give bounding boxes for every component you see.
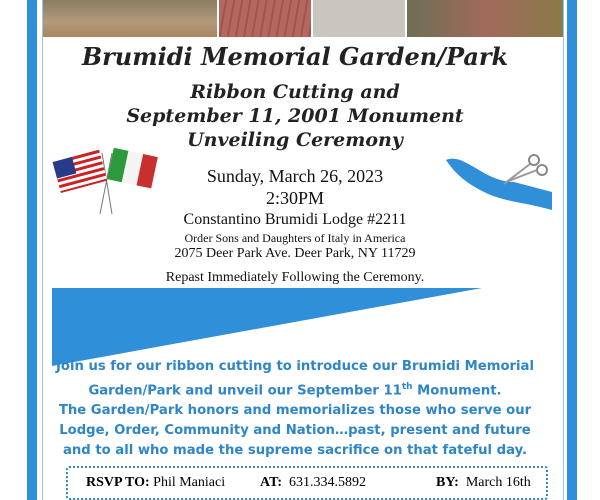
body-line: Lodge, Order, Community and Nation…past, present and future [59, 423, 531, 439]
rsvp-to [86, 475, 225, 491]
rsvp-to-value: Phil Maniaci [153, 475, 226, 490]
right-border-bar [567, 0, 577, 500]
body-line: The Garden/Park honors and memorializes those who serve our [58, 403, 532, 419]
photo-inscription-stone [313, 0, 405, 37]
invitation-text [40, 357, 550, 461]
rsvp-to-label: RSVP TO: [86, 475, 150, 490]
rsvp-by [436, 475, 531, 491]
body-text: Garden/Park and unveil our September 11 [88, 383, 402, 399]
photo-brick-path [219, 0, 311, 37]
rsvp-by-label: BY: [436, 475, 459, 490]
subtitle-line: Ribbon Cutting and [190, 81, 400, 103]
body-text: Monument. [412, 383, 502, 399]
photo-garden-path [407, 0, 563, 37]
body-line [40, 377, 550, 401]
subtitle-line: September 11, 2001 Monument [126, 105, 464, 127]
repast-note: Repast Immediately Following the Ceremony. [165, 270, 425, 285]
page-title: Brumidi Memorial Garden/Park [81, 42, 509, 71]
event-org: Order Sons and Daughters of Italy in America [184, 231, 406, 245]
event-address: 2075 Deer Park Ave. Deer Park, NY 11729 [174, 246, 416, 261]
photo-garden-benches [43, 0, 217, 37]
left-border-bar [27, 0, 37, 500]
event-date: Sunday, March 26, 2023 [206, 166, 384, 186]
rsvp-at [260, 475, 366, 491]
event-time: 2:30PM [265, 188, 325, 208]
subtitle [40, 80, 550, 152]
rsvp-box [66, 466, 548, 500]
right-inner-line [563, 0, 564, 500]
subtitle-line: Unveiling Ceremony [187, 129, 403, 151]
event-host: Constantino Brumidi Lodge #2211 [183, 211, 407, 228]
rsvp-phone: 631.334.5892 [289, 475, 367, 490]
blue-triangle-decoration [52, 288, 484, 368]
rsvp-deadline: March 16th [465, 475, 531, 490]
body-line: and to all who made the supreme sacrifice on that fateful day. [63, 443, 527, 459]
body-line: Join us for our ribbon cutting to introduce our Brumidi Memorial [56, 359, 534, 374]
rsvp-at-label: AT: [260, 475, 283, 490]
superscript: th [401, 382, 413, 392]
